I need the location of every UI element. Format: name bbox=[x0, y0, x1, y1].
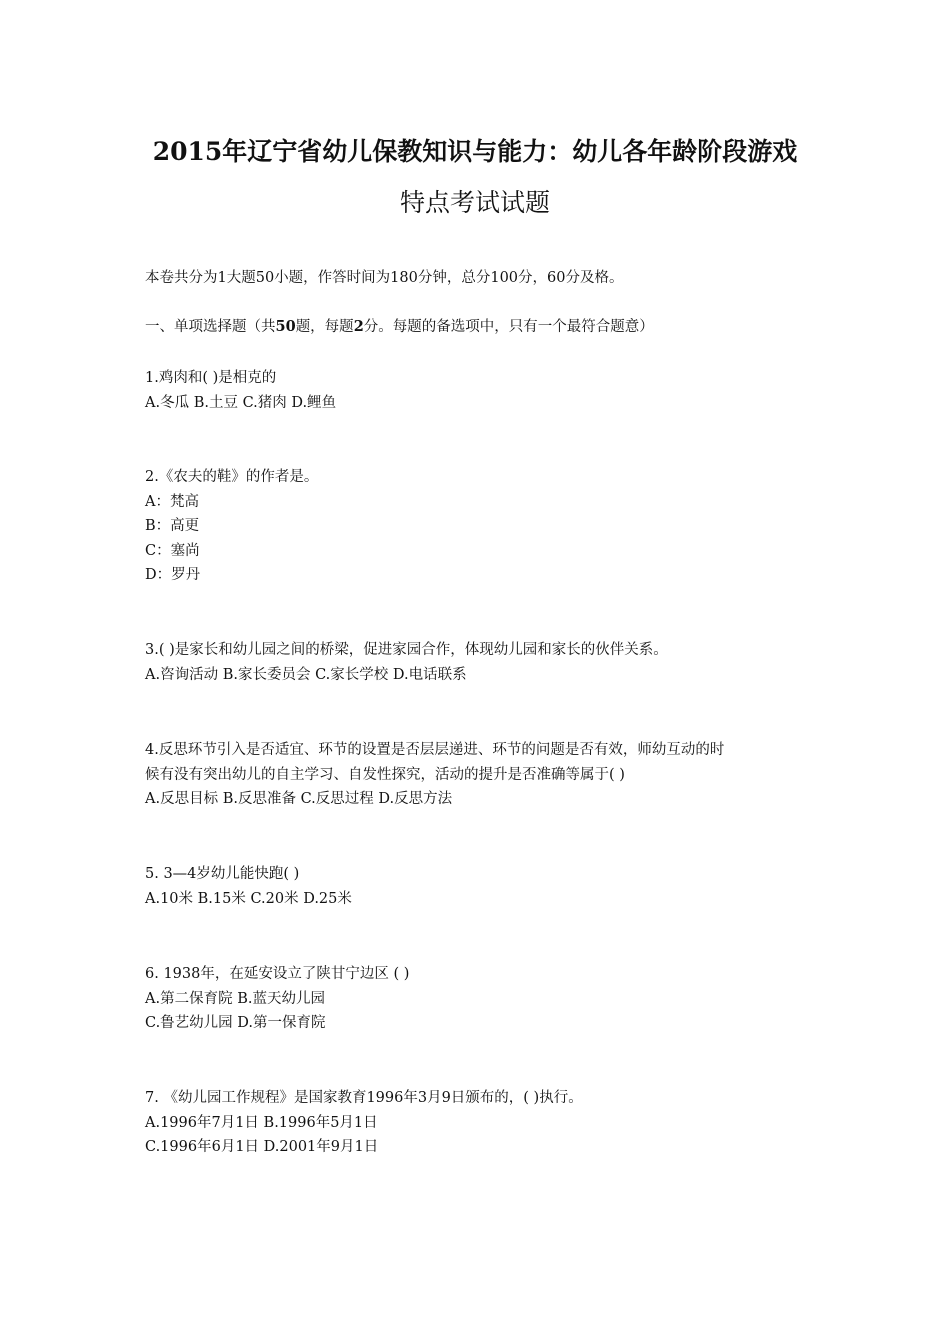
exam-intro: 本卷共分为1大题50小题，作答时间为180分钟，总分100分，60分及格。 bbox=[145, 270, 624, 286]
question-stem: 4.反思环节引入是否适宜、环节的设置是否层层递进、环节的问题是否有效，师幼互动的时 bbox=[145, 742, 725, 758]
question-stem-continued: 候有没有突出幼儿的自主学习、自发性探究，活动的提升是否准确等属于( ) bbox=[145, 766, 625, 783]
question-option: A：梵高 bbox=[145, 493, 199, 510]
question-option: C：塞尚 bbox=[145, 542, 200, 559]
section-mid: 题，每题 bbox=[295, 319, 354, 335]
document-title-line-2: 特点考试试题 bbox=[399, 188, 550, 217]
question-4 bbox=[145, 738, 825, 812]
question-stem: 2.《农夫的鞋》的作者是。 bbox=[145, 469, 319, 485]
question-options: A.10米 B.15米 C.20米 D.25米 bbox=[145, 890, 352, 907]
section-suffix: 分。每题的备选项中，只有一个最符合题意） bbox=[363, 319, 654, 335]
question-options: A.咨询活动 B.家长委员会 C.家长学校 D.电话联系 bbox=[145, 666, 467, 683]
question-1 bbox=[145, 366, 825, 415]
section-heading bbox=[145, 315, 825, 339]
question-2 bbox=[145, 465, 825, 588]
question-stem: 1.鸡肉和( )是相克的 bbox=[145, 370, 277, 386]
question-options: A.1996年7月1日 B.1996年5月1日 bbox=[145, 1114, 378, 1131]
question-options: A.第二保育院 B.蓝天幼儿园 bbox=[145, 990, 325, 1007]
question-stem: 7. 《幼儿园工作规程》是国家教育1996年3月9日颁布的，( )执行。 bbox=[145, 1090, 583, 1106]
question-stem: 3.( )是家长和幼儿园之间的桥梁，促进家园合作，体现幼儿园和家长的伙伴关系。 bbox=[145, 642, 668, 658]
question-options: C.1996年6月1日 D.2001年9月1日 bbox=[145, 1139, 379, 1155]
question-3 bbox=[145, 638, 825, 687]
question-7 bbox=[145, 1086, 825, 1160]
question-stem: 5. 3—4岁幼儿能快跑( ) bbox=[145, 866, 300, 882]
question-options: C.鲁艺幼儿园 D.第一保育院 bbox=[145, 1015, 326, 1031]
question-options: A.反思目标 B.反思准备 C.反思过程 D.反思方法 bbox=[145, 791, 453, 807]
question-6 bbox=[145, 962, 825, 1036]
document-title-line-1: 2015年辽宁省幼儿保教知识与能力：幼儿各年龄阶段游戏 bbox=[152, 137, 798, 166]
question-stem: 6. 1938年，在延安设立了陕甘宁边区 ( ) bbox=[145, 966, 410, 982]
question-5 bbox=[145, 862, 825, 911]
section-count: 50 bbox=[275, 318, 296, 335]
question-option: B：高更 bbox=[145, 518, 200, 534]
question-options: A.冬瓜 B.土豆 C.猪肉 D.鲤鱼 bbox=[145, 394, 337, 411]
section-prefix: 一、单项选择题（共 bbox=[145, 319, 276, 335]
question-option: D：罗丹 bbox=[145, 567, 201, 583]
section-points: 2 bbox=[353, 318, 364, 335]
